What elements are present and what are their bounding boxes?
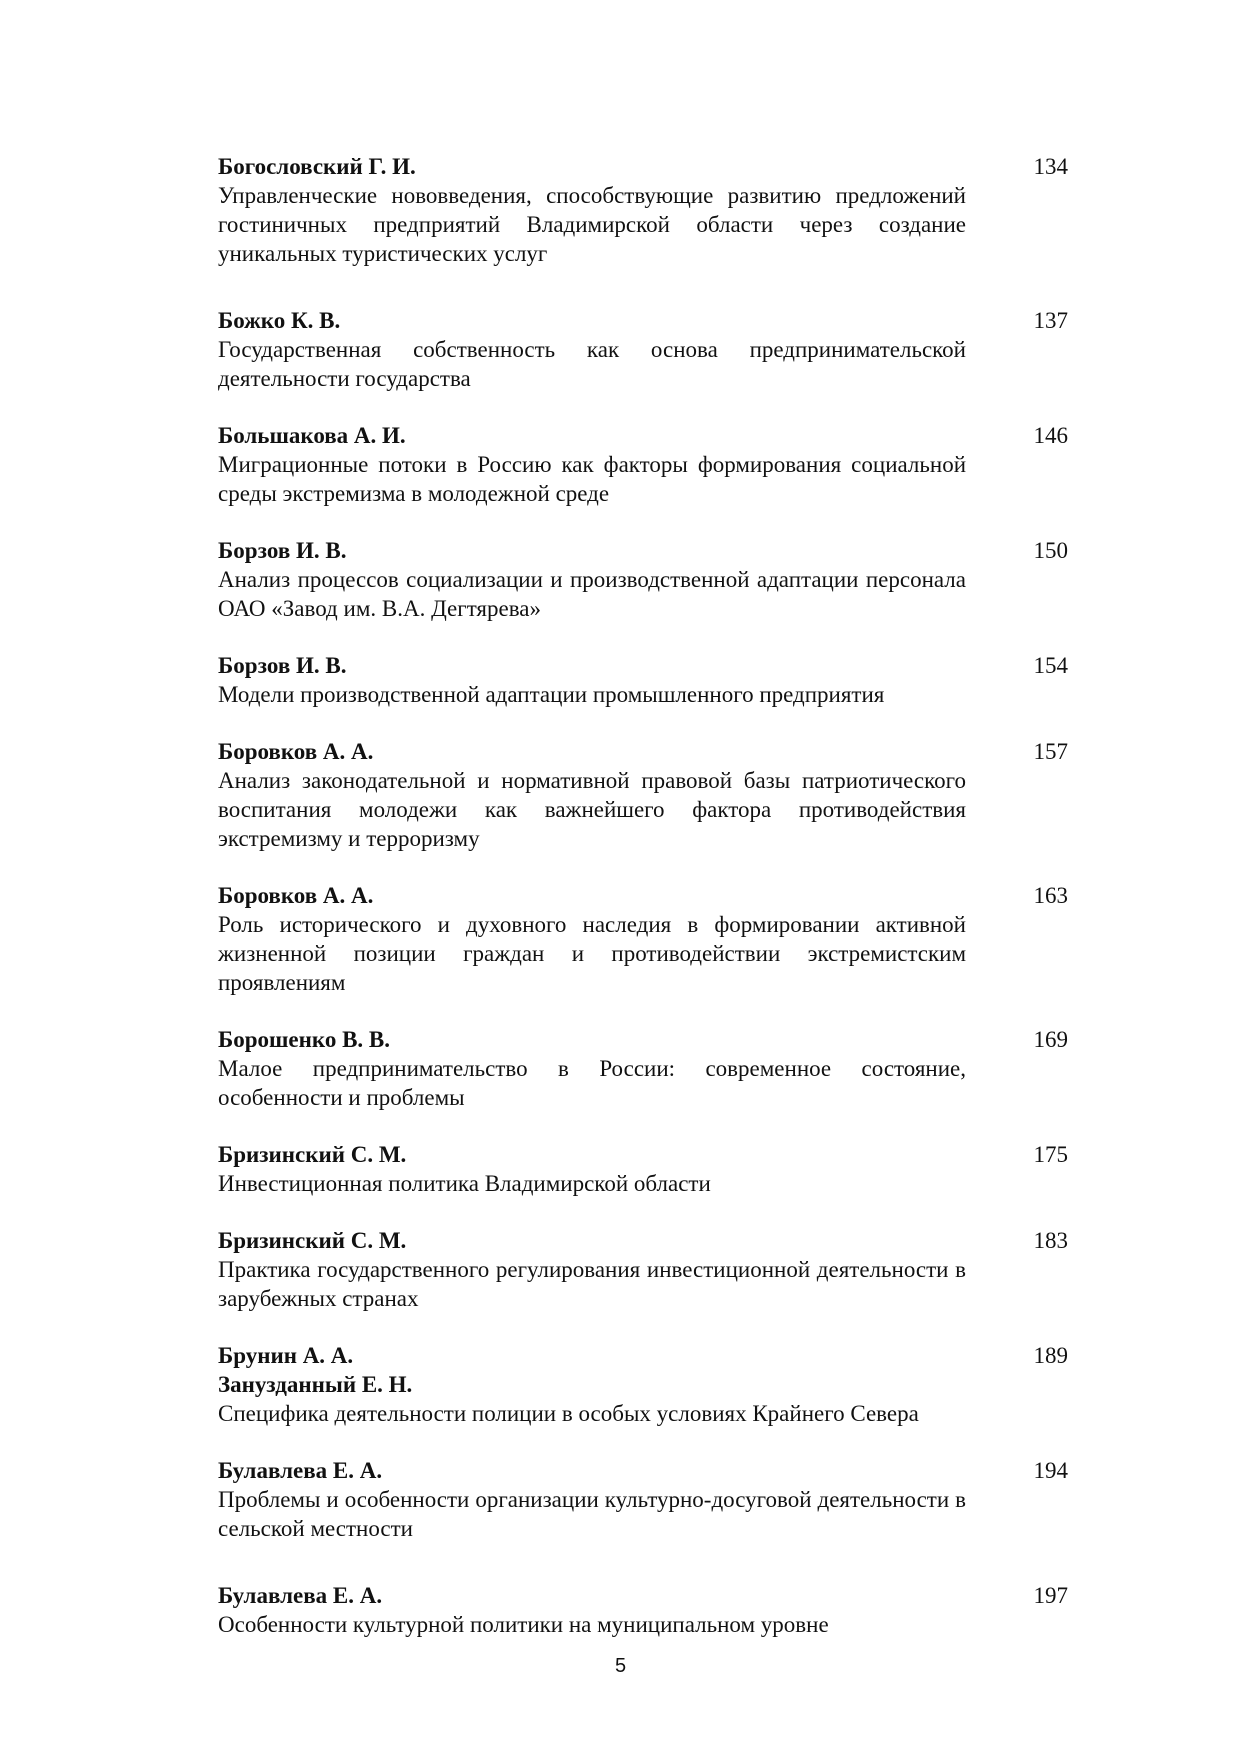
author-name: Божко К. В. [218,308,341,333]
entry-title: Миграционные потоки в Россию как факторы формирования социальной среды экстремизма в молодежной среде [218,452,966,506]
toc-entry [218,1456,1068,1543]
entry-title: Управленческие нововведения, способствующие развитию предложений гостиничных предприятий Владимирской области через создание уникальных туристических услуг [218,183,966,266]
toc-entry [218,421,1068,508]
toc-entry [218,1140,1068,1198]
toc-entry [218,1581,1068,1639]
entry-title: Особенности культурной политики на муниципальном уровне [218,1612,829,1637]
entry-authors [218,881,966,910]
author-name: Борошенко В. В. [218,1027,391,1052]
entry-page-number: 194 [1033,1458,1068,1483]
entry-title: Роль исторического и духовного наследия в формировании активной жизненной позиции граждан и противодействии экстремистским проявлениям [218,912,966,995]
toc-entry [218,881,1068,997]
table-of-contents [218,152,1068,1639]
entry-page-number: 150 [1033,538,1068,563]
author-name: Боровков А. А. [218,739,374,764]
entry-authors [218,536,966,565]
entry-title: Государственная собственность как основа предпринимательской деятельности государства [218,337,966,391]
entry-authors [218,1025,966,1054]
entry-page-number: 134 [1033,154,1068,179]
entry-authors [218,1226,966,1255]
toc-entry [218,1025,1068,1112]
entry-page-number: 175 [1033,1142,1068,1167]
entry-title: Практика государственного регулирования инвестиционной деятельности в зарубежных странах [218,1257,966,1311]
entry-page-number: 163 [1033,883,1068,908]
entry-authors [218,1140,966,1169]
entry-page-number: 137 [1033,308,1068,333]
entry-authors [218,737,966,766]
toc-entry [218,737,1068,853]
entry-title: Инвестиционная политика Владимирской области [218,1171,711,1196]
page-number-footer: 5 [614,1655,627,1677]
author-name: Борзов И. В. [218,653,347,678]
entry-page-number: 146 [1033,423,1068,448]
entry-title: Анализ законодательной и нормативной правовой базы патриотического воспитания молодежи как важнейшего фактора противодействия экстремизму и терроризму [218,768,966,851]
author-name: Занузданный Е. Н. [218,1372,413,1397]
toc-entry [218,536,1068,623]
entry-page-number: 189 [1033,1343,1068,1368]
toc-entry [218,306,1068,393]
entry-authors [218,651,966,680]
entry-page-number: 154 [1033,653,1068,678]
author-name: Борзов И. В. [218,538,347,563]
entry-title: Анализ процессов социализации и производственной адаптации персонала ОАО «Завод им. В.А. Дегтярева» [218,567,966,621]
toc-entry [218,152,1068,268]
author-name: Боровков А. А. [218,883,374,908]
entry-title: Модели производственной адаптации промышленного предприятия [218,682,885,707]
entry-page-number: 183 [1033,1228,1068,1253]
entry-authors [218,421,966,450]
entry-page-number: 157 [1033,739,1068,764]
author-name: Большакова А. И. [218,423,406,448]
entry-page-number: 197 [1033,1583,1068,1608]
entry-authors [218,1456,966,1485]
entry-authors [218,1341,966,1399]
entry-title: Проблемы и особенности организации культурно-досуговой деятельности в сельской местности [218,1487,966,1541]
entry-title: Специфика деятельности полиции в особых условиях Крайнего Севера [218,1401,919,1426]
author-name: Богословский Г. И. [218,154,416,179]
author-name: Булавлева Е. А. [218,1458,383,1483]
toc-entry [218,651,1068,709]
entry-authors [218,1581,966,1610]
author-name: Брунин А. А. [218,1343,354,1368]
entry-authors [218,152,966,181]
author-name: Бризинский С. М. [218,1142,407,1167]
author-name: Бризинский С. М. [218,1228,407,1253]
author-name: Булавлева Е. А. [218,1583,383,1608]
entry-authors [218,306,966,335]
toc-entry [218,1341,1068,1428]
entry-page-number: 169 [1033,1027,1068,1052]
toc-entry [218,1226,1068,1313]
entry-title: Малое предпринимательство в России: современное состояние, особенности и проблемы [218,1056,966,1110]
